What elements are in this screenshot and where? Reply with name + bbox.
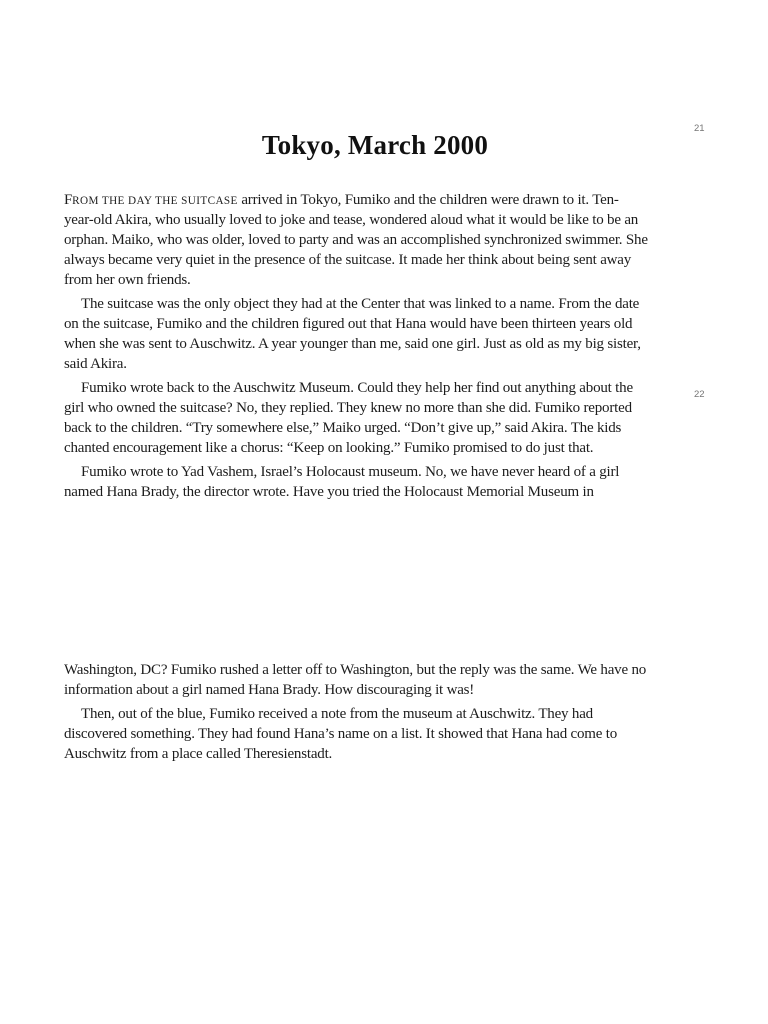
text-line: discovered something. They had found Hana’s name on a list. It showed that Hana had come to — [64, 726, 618, 742]
text-line: Fumiko wrote back to the Auschwitz Museum. Could they help her find out anything about the — [81, 380, 633, 396]
text-line: girl who owned the suitcase? No, they replied. They knew no more than she did. Fumiko reported — [64, 400, 632, 416]
paragraph — [64, 294, 686, 374]
paragraph — [64, 378, 686, 458]
body-text — [64, 190, 686, 768]
text-line: from her own friends. — [64, 272, 191, 288]
paragraph — [64, 660, 686, 700]
paragraph — [64, 704, 686, 764]
text-line: The suitcase was the only object they had at the Center that was linked to a name. From the date — [81, 296, 640, 312]
smallcaps-lead-initial: F — [64, 192, 73, 208]
text-line: Then, out of the blue, Fumiko received a note from the museum at Auschwitz. They had — [81, 706, 593, 722]
text-line: Fumiko wrote to Yad Vashem, Israel’s Holocaust museum. No, we have never heard of a girl — [81, 464, 620, 480]
text-line: named Hana Brady, the director wrote. Have you tried the Holocaust Memorial Museum in — [64, 484, 594, 500]
smallcaps-lead-rest: ROM THE DAY THE SUITCASE — [72, 195, 238, 207]
text-line: Auschwitz from a place called Theresienstadt. — [64, 746, 333, 762]
text-line: Washington, DC? Fumiko rushed a letter off to Washington, but the reply was the same. We have no — [64, 662, 647, 678]
text-line: when she was sent to Auschwitz. A year younger than me, said one girl. Just as old as my big sister, — [64, 336, 641, 352]
margin-page-number-21: 21 — [694, 123, 705, 134]
text-line: FROM THE DAY THE SUITCASE arrived in Tokyo, Fumiko and the children were drawn to it. Ten- — [64, 192, 619, 208]
text-line: year-old Akira, who usually loved to joke and tease, wondered aloud what it would be like to be an — [64, 212, 639, 228]
text-line: information about a girl named Hana Brady. How discouraging it was! — [64, 682, 475, 698]
text-line: orphan. Maiko, who was older, loved to party and was an accomplished synchronized swimmer. She — [64, 232, 648, 248]
text-line: always became very quiet in the presence of the suitcase. It made her think about being sent away — [64, 252, 632, 268]
text-line: said Akira. — [64, 356, 127, 372]
text-line: chanted encouragement like a chorus: “Keep on looking.” Fumiko promised to do just that. — [64, 440, 594, 456]
page-title: Tokyo, March 2000 — [261, 130, 489, 161]
paragraph — [64, 462, 686, 502]
text-line: back to the children. “Try somewhere else,” Maiko urged. “Don’t give up,” said Akira. The kids — [64, 420, 622, 436]
paragraph — [64, 190, 686, 290]
text-line: on the suitcase, Fumiko and the children figured out that Hana would have been thirteen years old — [64, 316, 633, 332]
margin-page-number-22: 22 — [694, 389, 705, 400]
